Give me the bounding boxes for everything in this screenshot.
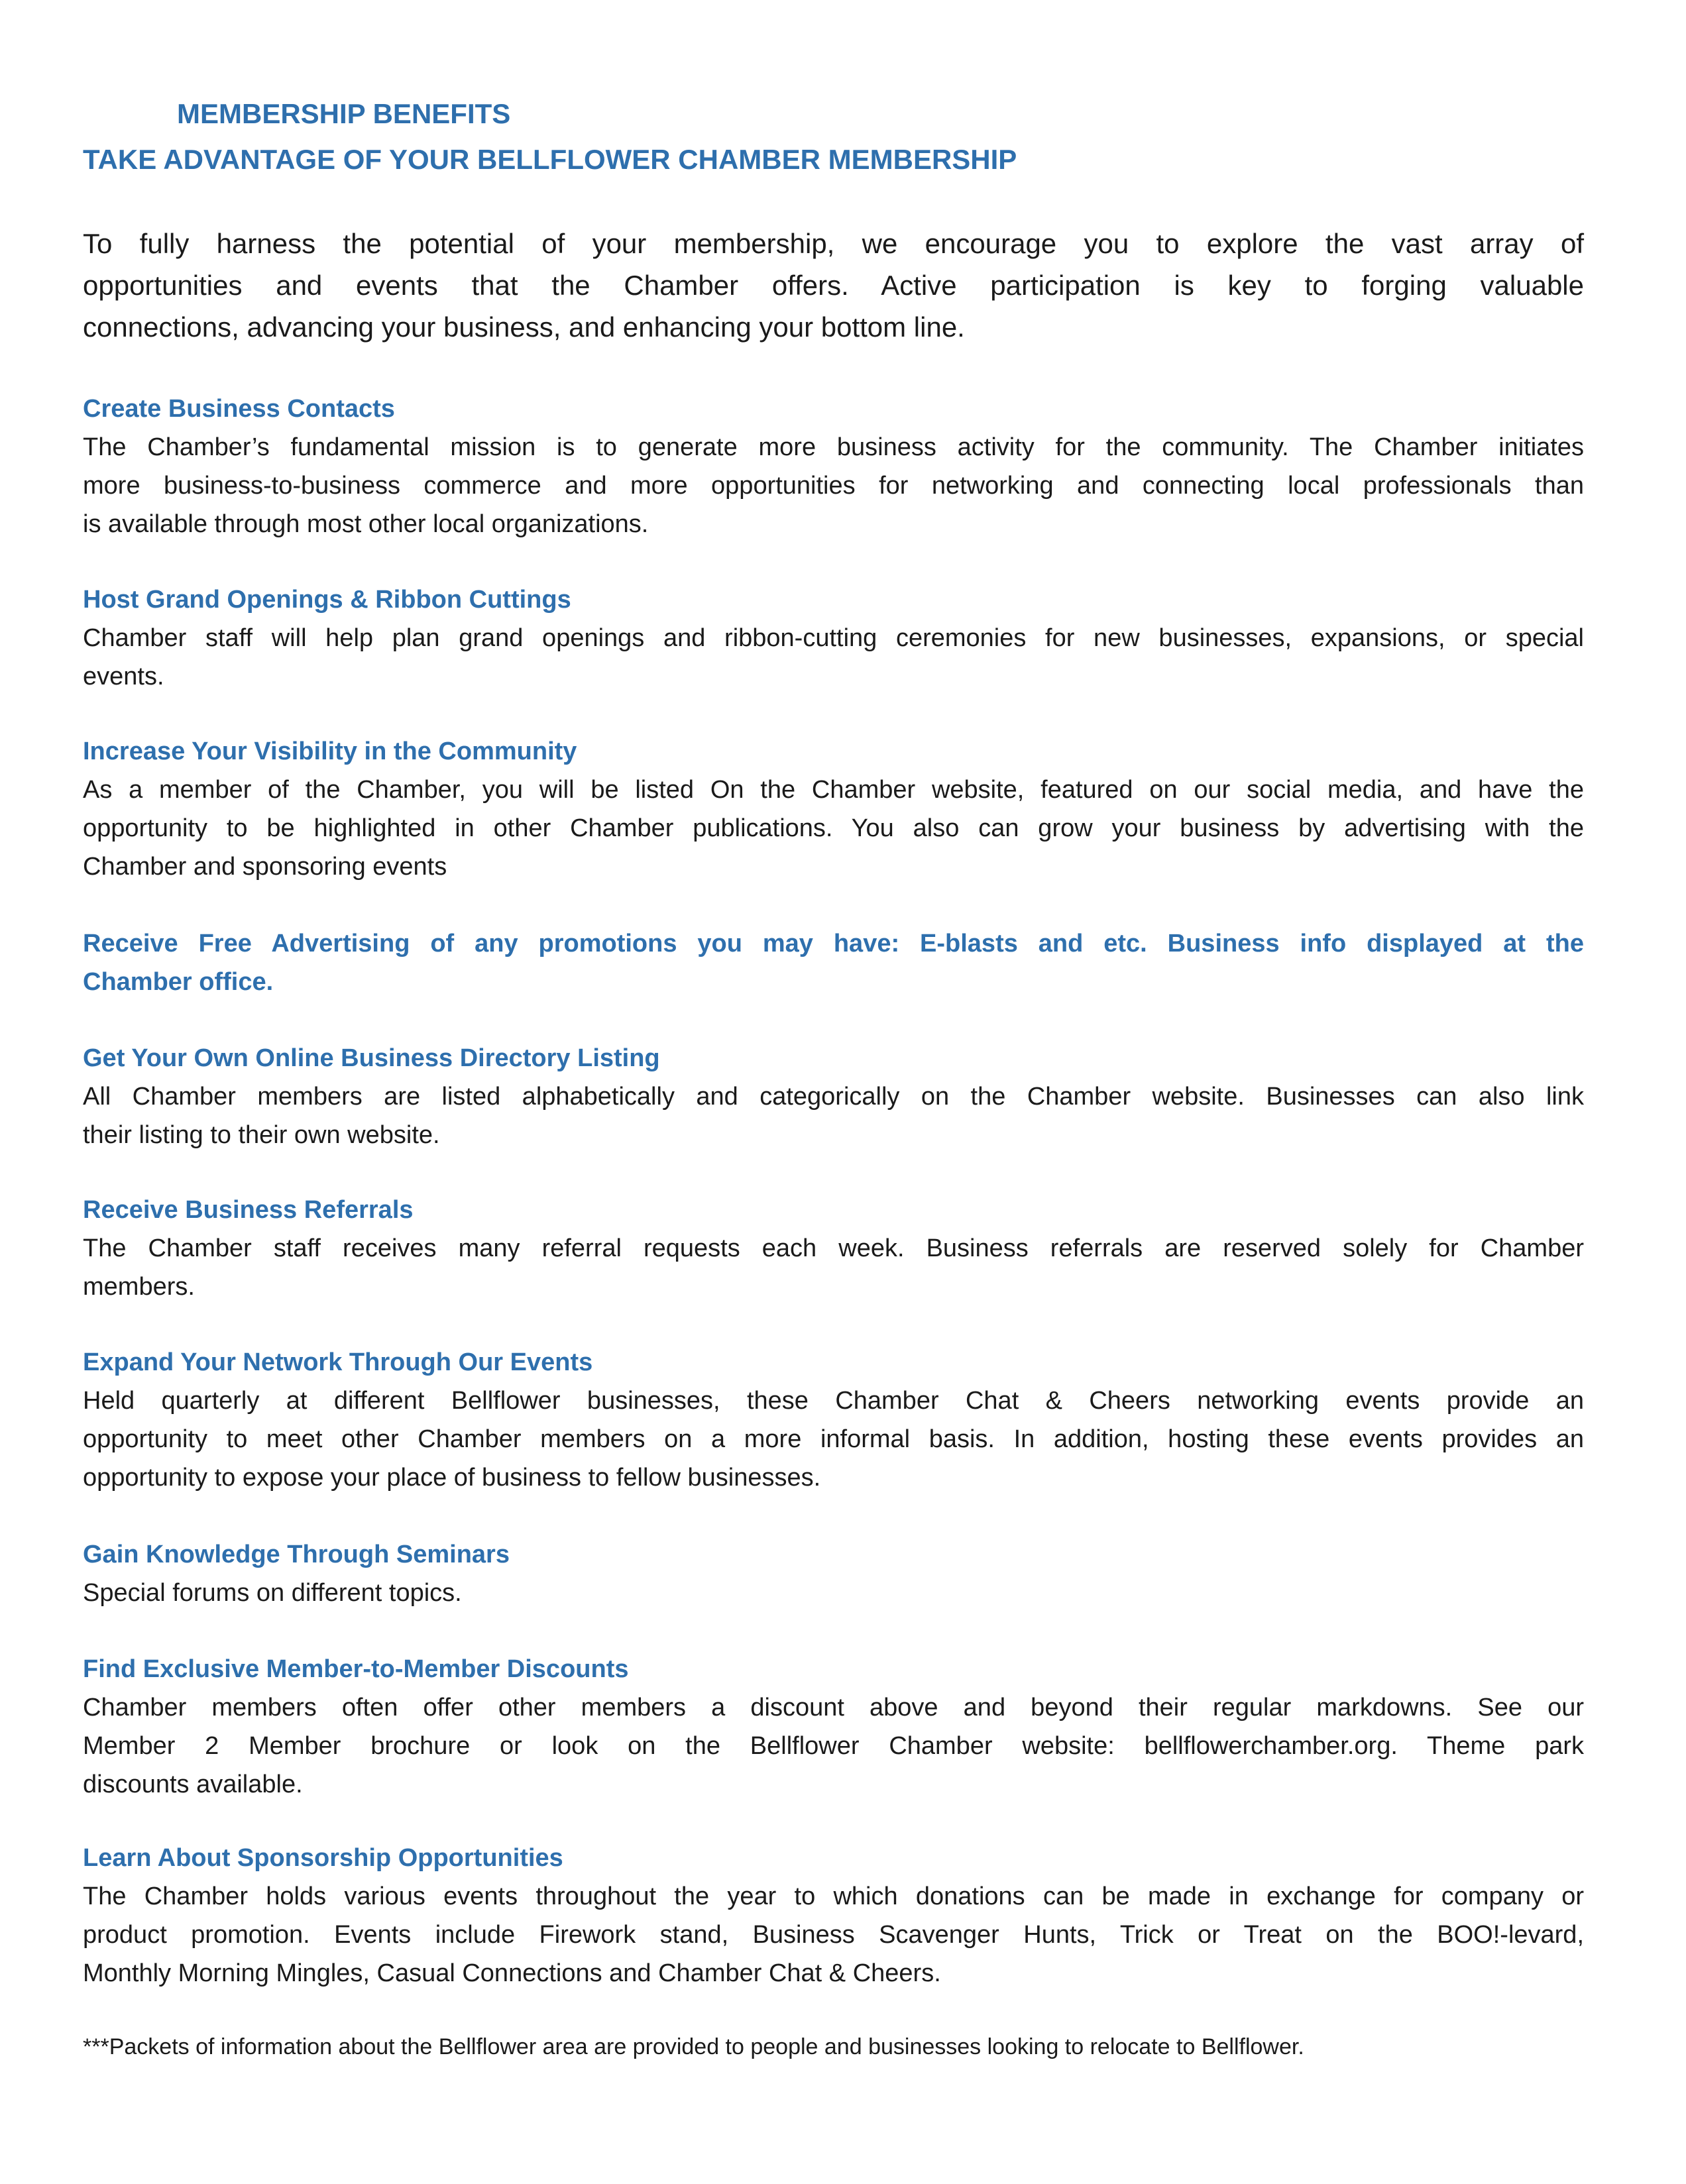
section-body-line: their listing to their own website.	[83, 1121, 440, 1149]
benefit-section	[83, 1039, 1584, 1154]
section-heading: Learn About Sponsorship Opportunities	[83, 1844, 563, 1872]
intro-line: connections, advancing your business, and enhancing your bottom line.	[83, 311, 965, 343]
section-body-line: is available through most other local organizations.	[83, 510, 649, 538]
intro-line: To fully harness the potential of your membership, we encourage you to explore the vast array of	[83, 228, 1584, 259]
section-body-line: events.	[83, 663, 164, 690]
section-heading: Expand Your Network Through Our Events	[83, 1348, 593, 1376]
section-body-line: The Chamber’s fundamental mission is to generate more business activity for the community. The Chamber initiates	[83, 433, 1584, 461]
section-body-line: Special forums on different topics.	[83, 1579, 462, 1607]
page-title: MEMBERSHIP BENEFITS	[177, 98, 511, 129]
benefit-section	[83, 1839, 1584, 1993]
section-body-line: Chamber staff will help plan grand openings and ribbon-cutting ceremonies for new businesses, expansions, or special	[83, 624, 1584, 652]
page-subtitle: TAKE ADVANTAGE OF YOUR BELLFLOWER CHAMBER MEMBERSHIP	[83, 144, 1017, 175]
section-body-line: Chamber members often offer other members a discount above and beyond their regular markdowns. See our	[83, 1694, 1584, 1721]
section-body-line: opportunity to be highlighted in other Chamber publications. You also can grow your business by advertising with the	[83, 814, 1584, 842]
benefit-section	[83, 390, 1584, 543]
section-heading: Get Your Own Online Business Directory Listing	[83, 1044, 660, 1072]
section-body-line: The Chamber holds various events throughout the year to which donations can be made in exchange for company or	[83, 1883, 1584, 1910]
benefit-section	[83, 580, 1584, 696]
section-heading: Create Business Contacts	[83, 395, 395, 423]
section-body-line: discounts available.	[83, 1771, 303, 1798]
footnote: ***Packets of information about the Bellflower area are provided to people and businesses looking to relocate to Bellflower.	[83, 2034, 1304, 2059]
section-body-line: The Chamber staff receives many referral requests each week. Business referrals are reserved solely for Chamber	[83, 1234, 1584, 1262]
intro-paragraph	[83, 223, 1584, 348]
intro-line: opportunities and events that the Chamber offers. Active participation is key to forging valuable	[83, 270, 1584, 301]
section-body-line: As a member of the Chamber, you will be listed On the Chamber website, featured on our social media, and have the	[83, 776, 1584, 804]
benefit-section	[83, 732, 1584, 886]
section-heading: Host Grand Openings & Ribbon Cuttings	[83, 586, 571, 614]
section-body-line: members.	[83, 1273, 195, 1301]
section-body-line: Chamber and sponsoring events	[83, 853, 447, 881]
highlight-line: Chamber office.	[83, 968, 274, 996]
section-heading: Receive Business Referrals	[83, 1196, 414, 1224]
benefit-section	[83, 924, 1584, 1001]
section-body-line: more business-to-business commerce and more opportunities for networking and connecting local professionals than	[83, 472, 1584, 500]
section-heading: Increase Your Visibility in the Community	[83, 737, 577, 765]
section-body-line: All Chamber members are listed alphabetically and categorically on the Chamber website. Businesses can also link	[83, 1083, 1584, 1111]
benefit-section	[83, 1535, 1584, 1612]
section-body-line: product promotion. Events include Firework stand, Business Scavenger Hunts, Trick or Treat on the BOO!-levard,	[83, 1921, 1584, 1949]
section-body-line: opportunity to meet other Chamber members on a more informal basis. In addition, hosting these events provides an	[83, 1425, 1584, 1453]
benefit-section	[83, 1343, 1584, 1497]
highlight-line: Receive Free Advertising of any promotions you may have: E-blasts and etc. Business info displayed at the	[83, 930, 1584, 957]
section-body-line: Monthly Morning Mingles, Casual Connections and Chamber Chat & Cheers.	[83, 1959, 941, 1987]
benefit-section	[83, 1191, 1584, 1306]
section-body-line: opportunity to expose your place of business to fellow businesses.	[83, 1464, 821, 1492]
section-body-line: Member 2 Member brochure or look on the Bellflower Chamber website: bellflowerchamber.org. Theme park	[83, 1732, 1584, 1760]
benefit-section	[83, 1650, 1584, 1804]
section-heading: Gain Knowledge Through Seminars	[83, 1541, 510, 1568]
section-heading: Find Exclusive Member-to-Member Discounts	[83, 1655, 629, 1683]
section-body-line: Held quarterly at different Bellflower businesses, these Chamber Chat & Cheers networking events provide an	[83, 1387, 1584, 1415]
